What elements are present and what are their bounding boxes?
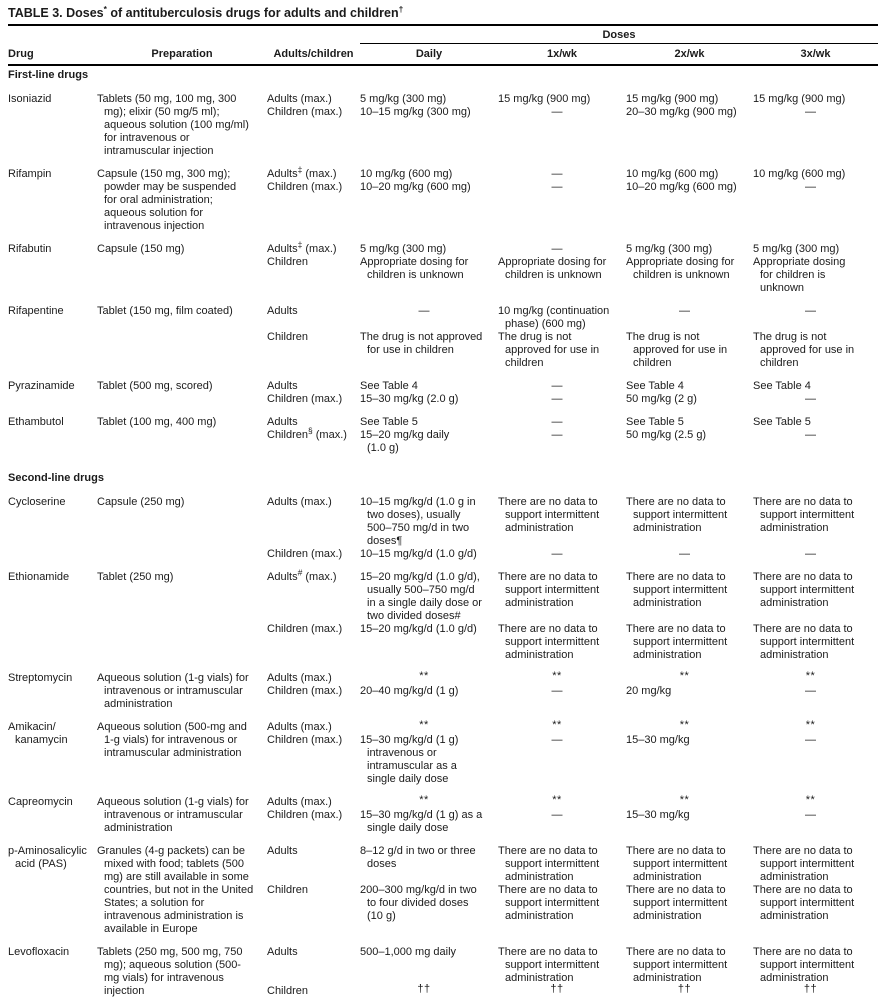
drug-name: Capreomycin [8,796,73,808]
dose-1x-wk: 10 mg/kg (continuation phase) (600 mg) [498,305,610,330]
group-label: Children (max.) [267,106,343,118]
dose-3x-wk: †† [803,983,818,995]
dose-daily: See Table 5 [360,416,418,428]
dose-daily: Appropriate dosing for children is unknown [360,256,469,281]
dose-entries [267,672,878,698]
doses-group-header: Doses [360,26,878,44]
dose-daily: 200–300 mg/kg/d in two to four divided doses (10 g) [360,884,477,922]
group-label: Children (max.) [267,548,343,560]
dose-3x-wk: The drug is not approved for use in children [753,331,855,369]
dose-entries [267,796,878,835]
drug-preparation: Capsule (150 mg, 300 mg); powder may be suspended for oral administration; aqueous solution for intravenous injection [97,168,237,232]
group-label: Adults (max.) [267,496,332,508]
dose-entry [267,567,878,623]
dose-entry [267,181,878,194]
group-label: Adults [267,416,298,428]
dose-2x-wk: 50 mg/kg (2.5 g) [626,429,707,441]
section-title: Second-line drugs [8,472,104,484]
dose-entry [267,734,878,786]
dose-3x-wk: 10 mg/kg (600 mg) [753,168,846,180]
col-header-adults-children: Adults/children [273,48,354,60]
dose-daily: 20–40 mg/kg/d (1 g) [360,685,459,697]
dose-1x-wk: There are no data to support intermittent administration [498,884,600,922]
col-header-1x-wk: 1x/wk [547,48,577,60]
drug-preparation: Tablets (250 mg, 500 mg, 750 mg); aqueous solution (500- mg vials) for intravenous injection [97,946,243,997]
dose-3x-wk: — [805,393,816,405]
col-header-3x-wk: 3x/wk [800,48,831,60]
dose-2x-wk: There are no data to support intermittent administration [626,845,728,883]
drug-row [8,164,878,233]
dose-entry [267,884,878,923]
footnote-marker-asterisk: * [103,3,107,14]
dose-2x-wk: — [679,305,690,317]
dose-3x-wk: — [805,181,816,193]
drug-row [8,496,878,561]
dose-entry [267,393,878,406]
dose-1x-wk: ** [552,794,562,806]
dose-entries [267,721,878,786]
drug-name: Amikacin/ kanamycin [8,721,68,746]
dose-3x-wk: 15 mg/kg (900 mg) [753,93,846,105]
dose-2x-wk: — [679,548,690,560]
dose-daily: The drug is not approved for use in children [360,331,483,356]
dose-3x-wk: There are no data to support intermittent administration [753,496,855,534]
dose-3x-wk: — [805,429,816,441]
dose-entry [267,239,878,256]
drug-preparation: Aqueous solution (500-mg and 1-g vials) for intravenous or intramuscular administration [97,721,247,759]
drug-name: Streptomycin [8,672,73,684]
dose-entries [267,380,878,406]
dose-2x-wk: 50 mg/kg (2 g) [626,393,697,405]
group-label: Adults‡ (max.) [267,164,337,180]
dose-entry [267,548,878,561]
column-header-row [8,44,878,64]
drug-preparation: Aqueous solution (1-g vials) for intravenous or intramuscular administration [97,796,249,834]
dose-1x-wk: — [551,243,563,255]
dose-daily: 10–20 mg/kg (600 mg) [360,181,471,193]
dose-daily: 15–30 mg/kg/d (1 g) intravenous or intramuscular as a single daily dose [360,734,459,785]
col-header-daily: Daily [415,48,443,60]
dose-2x-wk: 15–30 mg/kg [626,809,690,821]
dose-entry [267,946,878,985]
group-label: Children [267,256,308,268]
dose-daily: 10–15 mg/kg/d (1.0 g/d) [360,548,477,560]
dose-entry [267,93,878,106]
dose-entry [267,380,878,393]
drug-preparation: Capsule (150 mg) [97,243,185,255]
dose-2x-wk: There are no data to support intermittent administration [626,571,728,609]
dose-3x-wk: 5 mg/kg (300 mg) [753,243,840,255]
header-rule [8,64,878,66]
dose-1x-wk: — [551,548,563,560]
dose-daily: ** [419,670,429,682]
dose-1x-wk: — [551,393,563,405]
drug-name: Ethionamide [8,571,70,583]
group-label: Children (max.) [267,734,343,746]
drug-row [8,239,878,295]
dose-2x-wk: 15–30 mg/kg [626,734,690,746]
dose-1x-wk: — [551,685,563,697]
drug-row [8,946,878,998]
dose-2x-wk: †† [677,983,692,995]
dose-2x-wk: 20 mg/kg [626,685,672,697]
col-header-2x-wk: 2x/wk [674,48,705,60]
col-header-drug: Drug [8,48,34,60]
col-header-preparation: Preparation [151,48,213,60]
dose-1x-wk: — [551,734,563,746]
dose-entry [267,106,878,119]
dose-1x-wk: 15 mg/kg (900 mg) [498,93,591,105]
drug-row [8,672,878,711]
group-label: Children (max.) [267,393,343,405]
dose-1x-wk: There are no data to support intermittent administration [498,845,600,883]
drug-row [8,721,878,786]
dose-entry [267,305,878,331]
drug-preparation: Tablet (250 mg) [97,571,174,583]
drug-row [8,845,878,936]
dose-daily: 500–1,000 mg daily [360,946,457,958]
footnote-marker-dagger: † [398,3,404,14]
drug-name: p-Aminosalicylic acid (PAS) [8,845,87,870]
dose-1x-wk: — [551,168,563,180]
dose-entry [267,164,878,181]
group-label: Adults‡ (max.) [267,239,337,255]
dose-2x-wk: There are no data to support intermittent administration [626,623,728,661]
table-body [8,69,878,998]
dose-entry [267,425,878,455]
drug-name: Ethambutol [8,416,64,428]
dose-entries [267,164,878,194]
drug-name: Rifabutin [8,243,52,255]
group-label: Adults (max.) [267,796,332,808]
table-title [8,5,878,24]
dose-3x-wk: There are no data to support intermittent administration [753,884,855,922]
dose-daily: See Table 4 [360,380,418,392]
dose-entry [267,672,878,685]
dose-daily: 8–12 g/d in two or three doses [360,845,476,870]
group-label: Children (max.) [267,809,343,821]
group-label: Children (max.) [267,181,343,193]
dose-2x-wk: 10–20 mg/kg (600 mg) [626,181,737,193]
dose-entry [267,796,878,809]
dose-1x-wk: Appropriate dosing for children is unknown [498,256,607,281]
dose-daily: 5 mg/kg (300 mg) [360,93,447,105]
dose-entry [267,985,878,998]
drug-preparation: Granules (4-g packets) can be mixed with food; tablets (500 mg) are still available in some countries, but not in the United States; a solution for intravenous administration is available in Europe [97,845,254,935]
dose-entry [267,496,878,548]
group-label: Children (max.) [267,623,343,635]
group-label: Adults# (max.) [267,567,337,583]
group-label: Adults [267,946,298,958]
group-label: Adults [267,845,298,857]
dose-entries [267,305,878,370]
dose-2x-wk: Appropriate dosing for children is unknown [626,256,735,281]
dose-1x-wk: — [551,809,563,821]
dose-3x-wk: ** [805,670,816,682]
drug-preparation: Tablets (50 mg, 100 mg, 300 mg); elixir (50 mg/5 ml); aqueous solution (100 mg/ml) for intravenous or intramuscular injection [97,93,249,157]
dose-3x-wk: See Table 5 [753,416,811,428]
dose-entries [267,946,878,998]
dose-1x-wk: There are no data to support intermittent administration [498,623,600,661]
dose-1x-wk: There are no data to support intermittent administration [498,571,600,609]
dose-3x-wk: — [805,548,816,560]
dose-daily: 15–20 mg/kg daily (1.0 g) [360,429,450,454]
dose-entries [267,496,878,561]
group-label: Children [267,331,308,343]
group-label: Adults (max.) [267,93,332,105]
dose-entries [267,567,878,662]
dose-entry [267,809,878,835]
dose-3x-wk: ** [805,719,816,731]
dose-2x-wk: 20–30 mg/kg (900 mg) [626,106,737,118]
dose-2x-wk: See Table 4 [626,380,684,392]
drug-name: Isoniazid [8,93,52,105]
drug-row [8,796,878,835]
drug-row [8,93,878,158]
dose-3x-wk: Appropriate dosing for children is unknown [753,256,846,294]
dose-2x-wk: ** [679,794,690,806]
dose-daily: 5 mg/kg (300 mg) [360,243,447,255]
group-label: Children§ (max.) [267,425,347,441]
dose-3x-wk: ** [805,794,816,806]
dose-daily: 15–30 mg/kg (2.0 g) [360,393,459,405]
drug-preparation: Tablet (150 mg, film coated) [97,305,233,317]
drug-preparation: Tablet (100 mg, 400 mg) [97,416,217,428]
dose-2x-wk: The drug is not approved for use in children [626,331,728,369]
drug-name: Rifampin [8,168,52,180]
drug-name: Rifapentine [8,305,64,317]
dose-3x-wk: See Table 4 [753,380,811,392]
dose-2x-wk: There are no data to support intermittent administration [626,946,728,984]
dose-1x-wk: — [551,181,563,193]
dose-3x-wk: — [805,685,816,697]
dose-entries [267,239,878,295]
dose-daily: ** [419,794,429,806]
dose-entries [267,93,878,119]
dose-2x-wk: 10 mg/kg (600 mg) [626,168,719,180]
drug-preparation: Tablet (500 mg, scored) [97,380,213,392]
dose-2x-wk: 5 mg/kg (300 mg) [626,243,713,255]
dose-entry [267,721,878,734]
drug-name: Levofloxacin [8,946,70,958]
dose-daily: — [418,305,430,317]
dose-entry [267,416,878,429]
group-label: Children (max.) [267,685,343,697]
group-label: Children [267,985,308,997]
section-title: First-line drugs [8,69,89,81]
drug-name: Cycloserine [8,496,66,508]
dose-1x-wk: ** [552,719,562,731]
dose-3x-wk: There are no data to support intermittent administration [753,946,855,984]
dose-entries [267,416,878,455]
dose-1x-wk: ** [552,670,562,682]
dose-2x-wk: There are no data to support intermittent administration [626,496,728,534]
table-title-text-2: of antituberculosis drugs for adults and children [106,6,399,20]
dose-daily: 10–15 mg/kg (300 mg) [360,106,471,118]
dose-3x-wk: There are no data to support intermittent administration [753,571,855,609]
dose-daily: 15–20 mg/kg/d (1.0 g/d), usually 500–750 mg/d in a single daily dose or two divided doses# [360,571,482,622]
dose-2x-wk: ** [679,719,690,731]
group-label: Children [267,884,308,896]
dose-daily: †† [417,983,431,995]
dose-2x-wk: ** [679,670,690,682]
drug-name: Pyrazinamide [8,380,75,392]
dose-3x-wk: — [805,106,816,118]
dose-entry [267,845,878,884]
dose-3x-wk: There are no data to support intermittent administration [753,845,855,883]
dose-1x-wk: — [551,380,563,392]
dose-3x-wk: — [805,809,816,821]
dose-1x-wk: — [551,416,563,428]
dose-1x-wk: There are no data to support intermittent administration [498,946,600,984]
dose-entry [267,331,878,370]
group-label: Adults [267,305,298,317]
drug-preparation: Capsule (250 mg) [97,496,185,508]
drug-row [8,416,878,455]
dose-daily: 15–20 mg/kg/d (1.0 g/d) [360,623,477,635]
dose-3x-wk: — [805,305,816,317]
group-label: Adults (max.) [267,721,332,733]
dose-entries [267,845,878,923]
table-title-text: TABLE 3. Doses [8,6,104,20]
dose-1x-wk: There are no data to support intermittent administration [498,496,600,534]
dose-daily: 10 mg/kg (600 mg) [360,168,453,180]
dose-daily: 10–15 mg/kg/d (1.0 g in two doses), usually 500–750 mg/d in two doses¶ [360,496,476,547]
dose-3x-wk: — [805,734,816,746]
dose-3x-wk: There are no data to support intermittent administration [753,623,855,661]
drug-row [8,305,878,370]
dose-1x-wk: †† [550,983,564,995]
dose-2x-wk: There are no data to support intermittent administration [626,884,728,922]
drug-preparation: Aqueous solution (1-g vials) for intravenous or intramuscular administration [97,672,249,710]
group-label: Adults (max.) [267,672,332,684]
drug-row [8,380,878,406]
dose-1x-wk: — [551,429,563,441]
dose-2x-wk: See Table 5 [626,416,684,428]
dose-entry [267,623,878,662]
dose-1x-wk: The drug is not approved for use in children [498,331,600,369]
dose-entry [267,256,878,295]
dose-entry [267,685,878,698]
drug-row [8,567,878,662]
dose-daily: 15–30 mg/kg/d (1 g) as a single daily dose [360,809,483,834]
dose-1x-wk: — [551,106,563,118]
group-label: Adults [267,380,298,392]
dose-daily: ** [419,719,429,731]
dose-2x-wk: 15 mg/kg (900 mg) [626,93,719,105]
